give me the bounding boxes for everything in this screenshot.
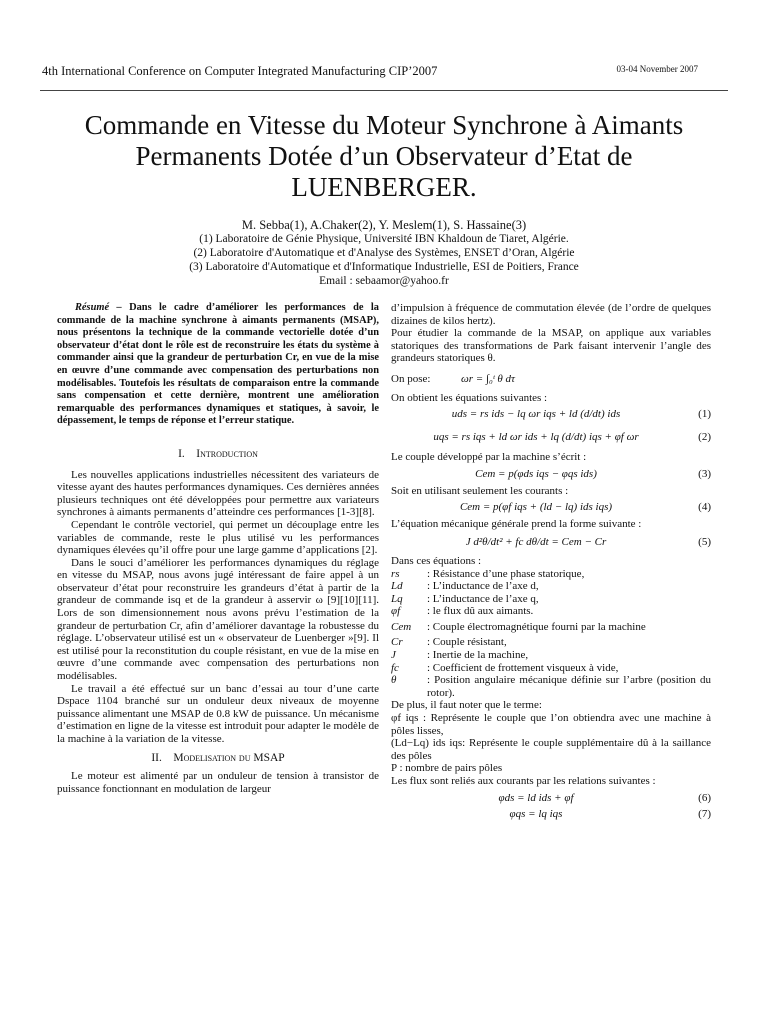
flux-text: Les flux sont reliés aux courants par les relations suivantes : [391, 775, 656, 787]
equation-2: uqs = rs iqs + ld ωr ids + lq (d/dt) iqs + φf ωr [433, 430, 639, 443]
definition-row [391, 649, 711, 662]
on-pose-label: On pose: [391, 372, 431, 385]
definition-symbol: Cr [391, 636, 403, 649]
definition-row [391, 593, 711, 606]
definition-symbol: θ [391, 674, 397, 687]
definition-text: : L’inductance de l’axe q, [427, 592, 539, 605]
intro-paragraph-4: Le travail a été effectué sur un banc d’essai au tour d’une carte Dspace 1104 branché sur un onduleur deux niveaux de moyenne puissance alimentant une MSAP de 0.8 kW de puissance. Un mécanisme d’estimation en ligne de la vitesse est introduit pour adapter le modèle de la machine à la variation de la vitesse. [57, 682, 379, 745]
definition-row [391, 621, 711, 634]
deplus-text: De plus, il faut noter que le terme: [391, 699, 542, 712]
equation-0-row [391, 373, 711, 386]
left-column [57, 302, 379, 795]
conference-date: 03-04 November 2007 [616, 64, 698, 74]
equation-2-number: (2) [698, 430, 711, 443]
term-1: φf iqs : Représente le couple que l’on obtiendra avec une machine à pôles lisses, [391, 712, 711, 737]
definition-text: : Position angulaire mécanique définie sur l’arbre (position du rotor). [427, 674, 711, 699]
equation-0: ωr = ∫₀ᵗ θ dτ [461, 372, 515, 385]
definition-text: : Inertie de la machine, [427, 649, 529, 662]
definition-row [391, 662, 711, 675]
intro-paragraph-2: Cependant le contrôle vectoriel, qui permet un découplage entre les variables de commande, reste le plus utilisé vu les performances dynamiques élevées qu’il offre pour une large gamme d’applications [2]. [57, 518, 379, 557]
equation-3: Cem = p(φds iqs − φqs ids) [475, 467, 597, 480]
abstract-text: Dans le cadre d’améliorer les performances de la commande de la machine synchrone à aimants permanents (MSAP), nous présentons la technique de la commande vectorielle dotée d’un observateur d’état dont le rôle est de reconstruire les états du système à commander ainsi que la grandeur de perturbation Cr, en vue de la mise en œuvre d’une commande avec compensation des perturbations non modélisables. Toutefois les résultats de comparaison entre la commande sans compensation et cette dernière, montrent une amélioration remarquable des performances dynamiques et statiques, à savoir, le dépassement, le temps de réponse et l’erreur statique. [57, 302, 379, 427]
definition-symbol: fc [391, 661, 399, 674]
section-2-title: Modelisation du MSAP [173, 751, 285, 764]
definition-text: : Résistance d’une phase statorique, [427, 567, 585, 580]
equation-3-number: (3) [698, 467, 711, 480]
definition-row [391, 674, 711, 699]
header-rule [40, 90, 728, 91]
definition-text: : Couple résistant, [427, 636, 507, 649]
section-1-heading [57, 448, 379, 461]
equation-6: φds = ld ids + φf [498, 791, 574, 804]
equation-5: J d²θ/dt² + fc dθ/dt = Cem − Cr [465, 536, 607, 549]
equation-7: φqs = lq iqs [509, 808, 563, 821]
definition-text: : L’inductance de l’axe d, [427, 580, 539, 593]
affiliation-3: (3) Laboratoire d'Automatique et d'Informatique Industrielle, ESI de Poitiers, France [189, 261, 579, 273]
equation-5-row [391, 536, 711, 549]
dans-text: Dans ces équations : [391, 554, 482, 567]
conference-header: 4th International Conference on Computer Integrated Manufacturing CIP’2007 [42, 64, 438, 78]
term-3: P : nombre de pairs pôles [391, 762, 503, 775]
abstract [57, 302, 379, 428]
obtient-text: On obtient les équations suivantes : [391, 391, 548, 404]
definition-symbol: Cem [391, 620, 412, 633]
definition-text: : le flux dû aux aimants. [427, 605, 534, 618]
author-names: M. Sebba(1), A.Chaker(2), Y. Meslem(1), S. Hassaine(3) [241, 218, 527, 232]
mecanique-text: L’équation mécanique générale prend la forme suivante : [391, 517, 642, 530]
intro-paragraph-1: Les nouvelles applications industrielles nécessitent des variateurs de vitesse ayant des hautes performances dynamiques. Ces dernières années plusieurs techniques ont été développées pour permettre aux variateurs synchrones à aimants permanents d’atteindre ces performances [1-3][8]. [57, 468, 379, 519]
definition-text: : Couple électromagnétique fourni par la machine [427, 620, 646, 633]
definition-row [391, 580, 711, 593]
equation-3-row [391, 468, 711, 481]
author-block [40, 218, 728, 288]
term-2: (Ld−Lq) ids iqs: Représente le couple supplémentaire dû à la saillance des pôles [391, 737, 711, 762]
equation-4-number: (4) [698, 501, 711, 514]
equation-2-row [391, 431, 711, 444]
definition-text: : Coefficient de frottement visqueux à vide, [427, 661, 619, 674]
equation-1-number: (1) [698, 408, 711, 421]
definition-row [391, 636, 711, 649]
symbol-definitions [391, 568, 711, 700]
section-1-title: Introduction [196, 447, 258, 460]
section-1-number: I. [178, 447, 185, 460]
equation-4: Cem = p(φf iqs + (ld − lq) ids iqs) [459, 501, 613, 514]
definition-row [391, 605, 711, 618]
model-paragraph-1: Le moteur est alimenté par un onduleur de tension à transistor de puissance fonctionnant en modulation de largeur [57, 770, 379, 795]
equation-7-row [391, 808, 711, 821]
courants-text: Soit en utilisant seulement les courants : [391, 484, 569, 497]
right-column [391, 302, 711, 825]
couple-text: Le couple développé par la machine s’écrit : [391, 451, 587, 464]
equation-4-row [391, 501, 711, 514]
definition-row [391, 568, 711, 581]
equation-6-number: (6) [698, 791, 711, 804]
definition-symbol: J [391, 649, 396, 662]
equation-5-number: (5) [698, 536, 711, 549]
definition-symbol: rs [391, 567, 400, 580]
equation-6-row [391, 792, 711, 805]
definition-symbol: Ld [391, 580, 403, 593]
paper-title: Commande en Vitesse du Moteur Synchrone à Aimants Permanents Dotée d’un Observateur d’Etat de LUENBERGER. [84, 110, 684, 202]
section-2-heading [57, 752, 379, 765]
equation-7-number: (7) [698, 808, 711, 821]
definition-symbol: Lq [391, 592, 403, 605]
equation-1-row [391, 408, 711, 421]
abstract-label: Résumé – [75, 302, 122, 313]
park-paragraph: Pour étudier la commande de la MSAP, on applique aux variables statoriques des transformations de Park faisant intervenir l’angle des grandeurs statoriques θ. [391, 327, 711, 365]
intro-paragraph-3: Dans le souci d’améliorer les performances dynamiques du réglage en vitesse du MSAP, nous avons jugé intéressant de faire appel à un observateur d’état pour reconstruire les grandeurs d’état à partir de la grandeur de commande isq et de la grandeur à asservir ω [9][10][11]. Lors de son dimensionnement nous avons prévu l’estimation de la grandeur de perturbation Cr, afin d’améliorer davantage la robustesse du réglage. L’observateur utilisé est un « observateur de Luenberger »[9]. Il est utilisé pour la reconstitution du couple résistant, en vue de la mise en œuvre d’une commande avec compensation des perturbations non modélisables. [57, 556, 379, 683]
section-2-number: II. [151, 751, 162, 764]
author-email: Email : sebaamor@yahoo.fr [319, 275, 449, 287]
continuation-text: d’impulsion à fréquence de commutation élevée (de l’ordre de quelques dizaines de kilos hertz). [391, 302, 711, 327]
affiliation-1: (1) Laboratoire de Génie Physique, Université IBN Khaldoun de Tiaret, Algérie. [199, 233, 569, 245]
equation-1: uds = rs ids − lq ωr iqs + ld (d/dt) ids [451, 408, 621, 421]
definition-symbol: φf [391, 605, 401, 618]
affiliation-2: (2) Laboratoire d'Automatique et d'Analyse des Systèmes, ENSET d’Oran, Algérie [193, 247, 575, 259]
